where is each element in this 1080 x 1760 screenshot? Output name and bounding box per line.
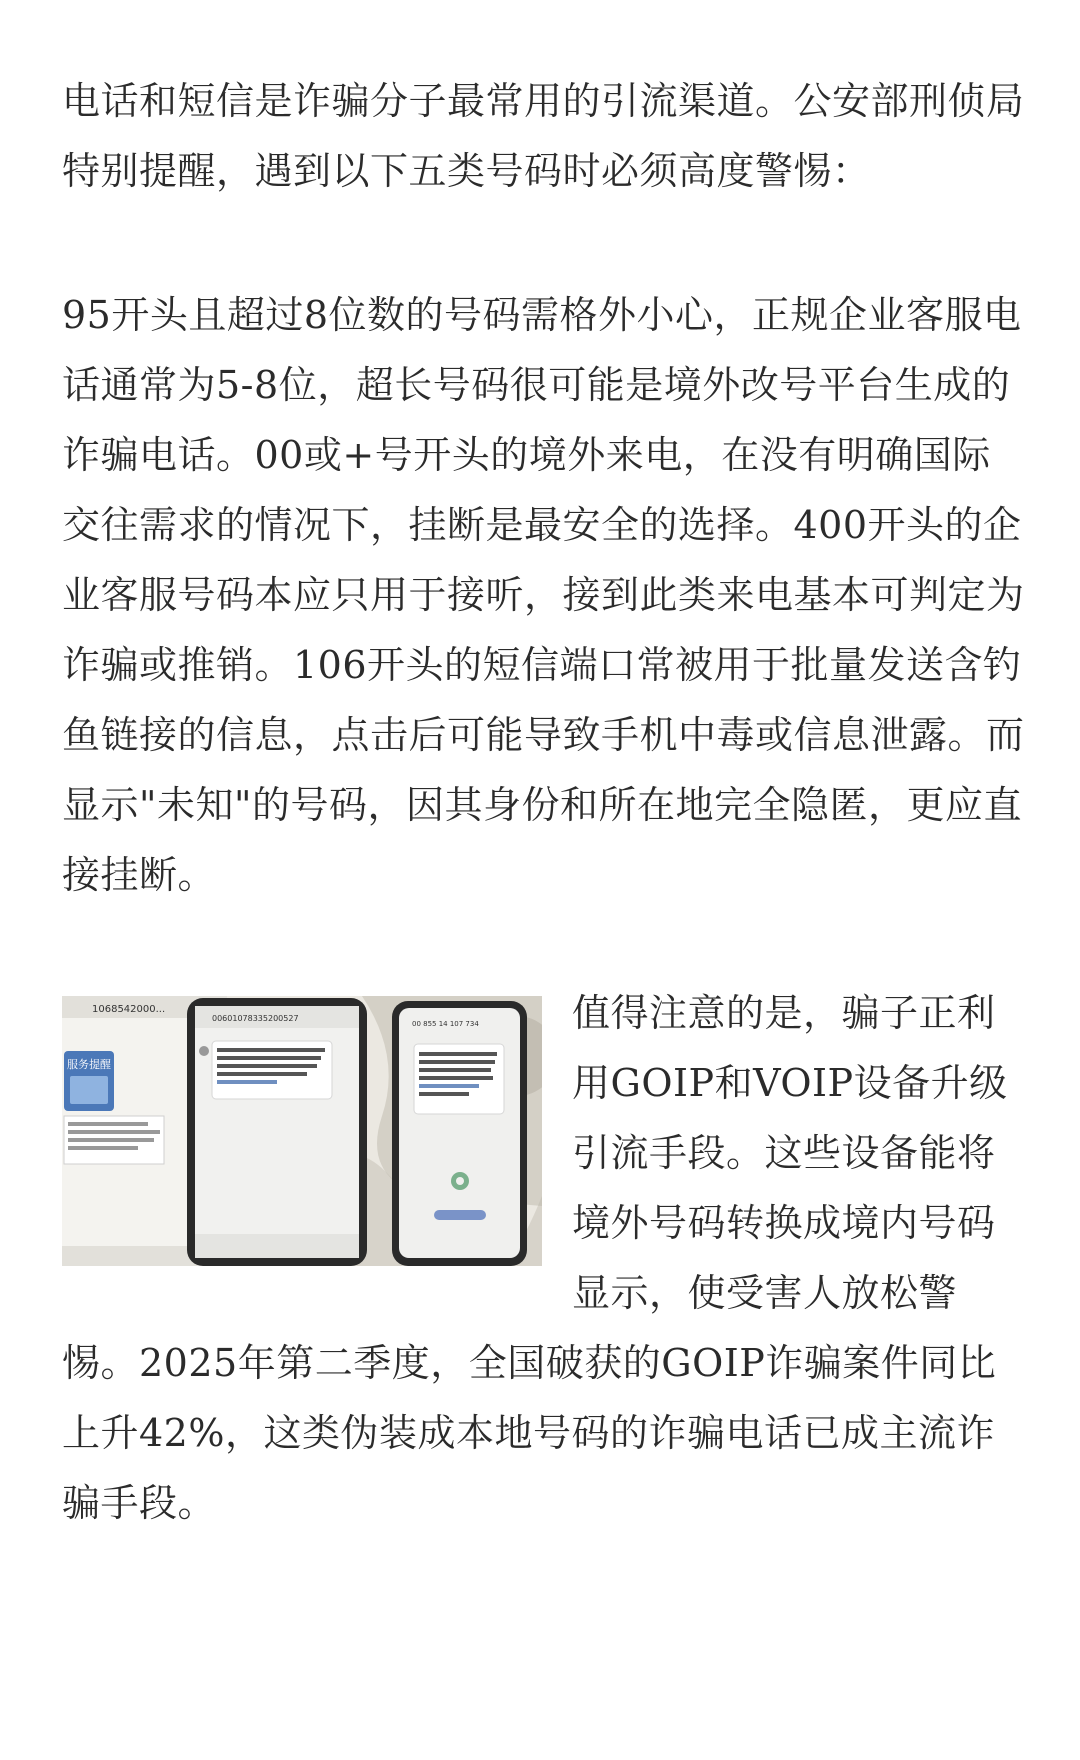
left-phone-badge: 服务提醒 [67,1058,111,1071]
paragraph-intro: 电话和短信是诈骗分子最常用的引流渠道。公安部刑侦局特别提醒，遇到以下五类号码时必须高度警惕： [62,79,1025,193]
fraud-sms-screenshot-image [62,996,542,1266]
middle-phone-number: 00601078335200527 [212,1014,299,1023]
paragraph-number-types: 95开头且超过8位数的号码需格外小心，正规企业客服电话通常为5-8位，超长号码很可能是境外改号平台生成的诈骗电话。00或+号开头的境外来电，在没有明确国际交往需求的情况下，挂断是最安全的选择。400开头的企业客服号码本应只用于接听，接到此类来电基本可判定为诈骗或推销。106开头的短信端口常被用于批量发送含钓鱼链接的信息，点击后可能导致手机中毒或信息泄露。而显示"未知"的号码，因其身份和所在地完全隐匿，更应直接挂断。 [62,293,1025,897]
phones-illustration [62,996,542,1266]
paragraph-goip: 值得注意的是，骗子正利用GOIP和VOIP设备升级引流手段。这些设备能将境外号码转换成境内号码显示，使受害人放松警惕。2025年第二季度，全国破获的GOIP诈骗案件同比上升42%，这类伪装成本地号码的诈骗电话已成主流诈骗手段。 [62,991,1008,1525]
right-phone-number: 00 855 14 107 734 [412,1020,479,1028]
left-phone-number: 1068542000... [92,1004,166,1015]
paragraph-goip-section [62,978,1028,1538]
